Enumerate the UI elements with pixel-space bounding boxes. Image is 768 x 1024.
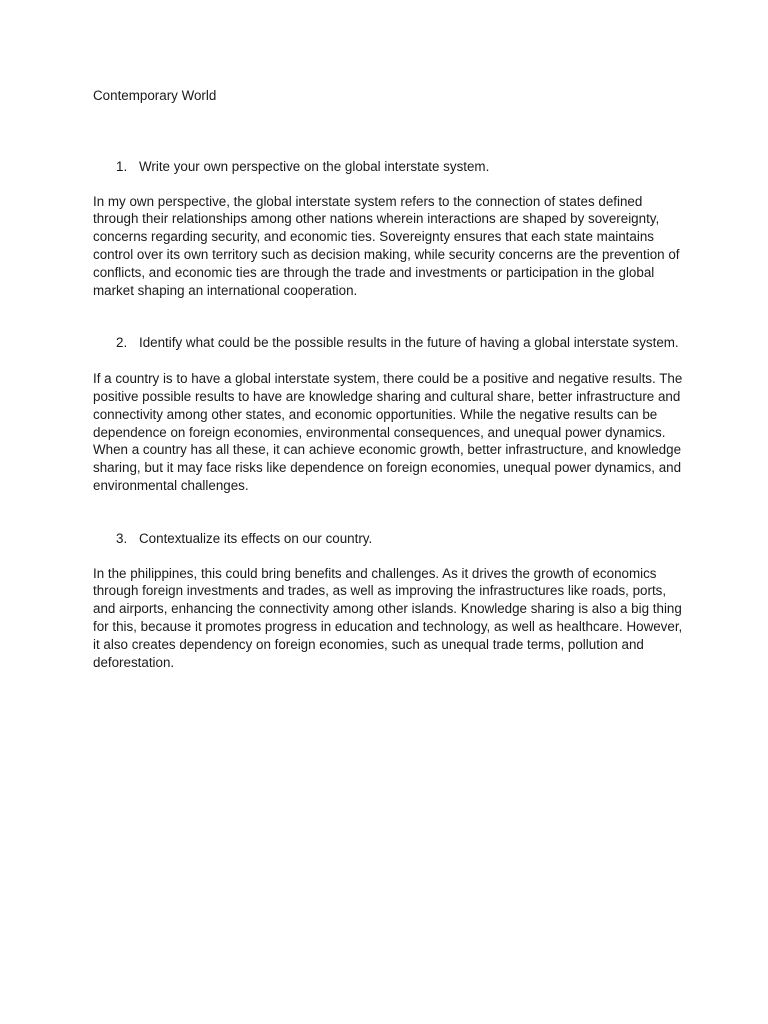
question-2-text: Identify what could be the possible results in the future of having a global interstate system. xyxy=(139,335,679,351)
question-1-text: Write your own perspective on the global interstate system. xyxy=(139,158,490,174)
answer-3: In the philippines, this could bring benefits and challenges. As it drives the growth of economics through foreign investments and trades, as well as improving the infrastructures like roads, ports, and airports, enhancing the connectivity among other islands. Knowledge sharing is also a big thing for this, because it promotes progress in education and technology, as well as healthcare. However, it also creates dependency on foreign economies, such as unequal trade terms, pollution and deforestation. xyxy=(93,565,683,670)
question-3 xyxy=(93,530,683,548)
answer-2: If a country is to have a global interstate system, there could be a positive and negative results. The positive possible results to have are knowledge sharing and cultural share, better infrastructure and connectivity among other states, and economic opportunities. While the negative results can be dependence on foreign economies, environmental consequences, and unequal power dynamics. When a country has all these, it can achieve economic growth, better infrastructure, and knowledge sharing, but it may face risks like dependence on foreign economies, unequal power dynamics, and environmental challenges. xyxy=(93,371,683,493)
answer-1: In my own perspective, the global interstate system refers to the connection of states defined through their relationships among other nations wherein interactions are shaped by sovereignty, concerns regarding security, and economic ties. Sovereignty ensures that each state maintains control over its own territory such as decision making, while security concerns are the prevention of conflicts, and economic ties are through the trade and investments or participation in the global market shaping an international cooperation. xyxy=(93,193,680,298)
question-3-number: 3. xyxy=(116,530,128,546)
question-3-text: Contextualize its effects on our country. xyxy=(139,530,373,546)
document-title: Contemporary World xyxy=(93,88,217,103)
question-1-number: 1. xyxy=(116,158,128,174)
question-1 xyxy=(93,158,683,176)
question-2 xyxy=(93,334,683,352)
document-page xyxy=(93,87,683,671)
question-2-number: 2. xyxy=(116,335,128,351)
